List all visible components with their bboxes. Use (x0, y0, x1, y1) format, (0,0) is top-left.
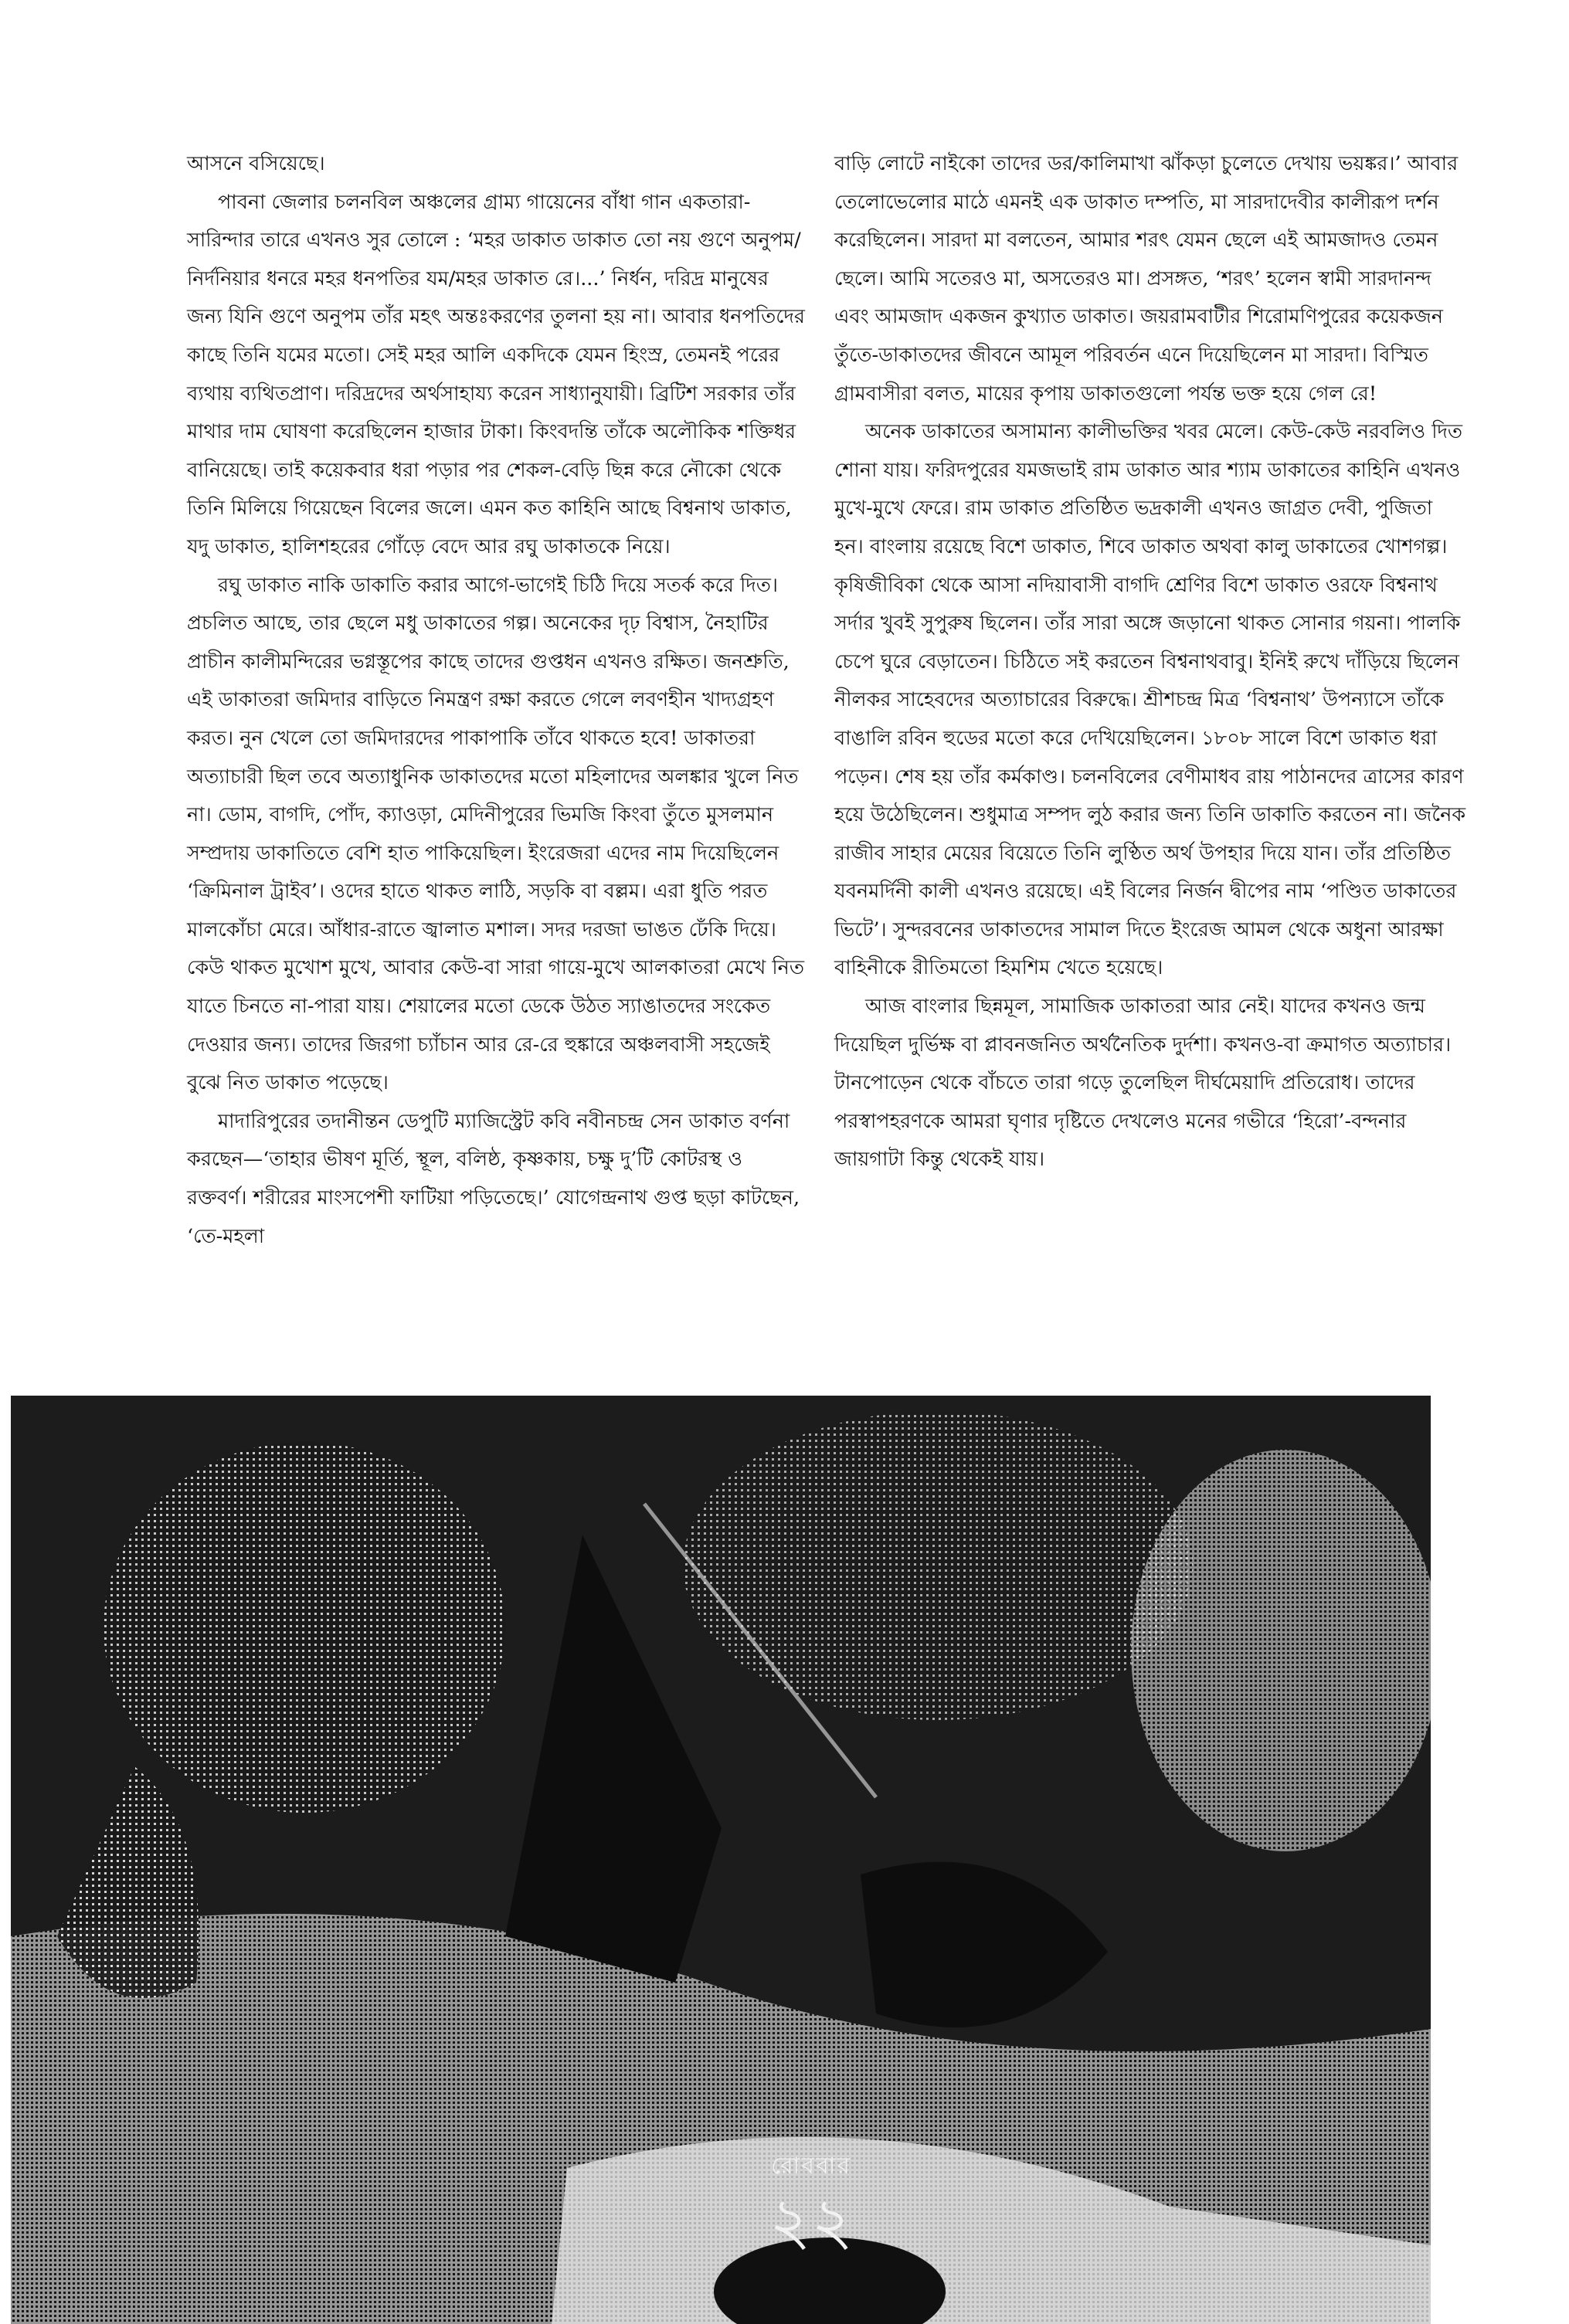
paragraph: আজ বাংলার ছিন্নমূল, সামাজিক ডাকাতরা আর নেই। যাদের কখনও জন্ম দিয়েছিল দুর্ভিক্ষ বা প্লাবনজনিত অর্থনৈতিক দুর্দশা। কখনও-বা ক্রমাগত অত্যাচার। টানপোড়েন থেকে বাঁচতে তারা গড়ে তুলেছিল দীর্ঘমেয়াদি প্রতিরোধ। তাদের পরস্বাপহরণকে আমরা ঘৃণার দৃষ্টিতে দেখলেও মনের গভীরে ‘হিরো’-বন্দনার জায়গাটা কিন্তু থেকেই যায়। (834, 995, 1452, 1172)
paragraph: পাবনা জেলার চলনবিল অঞ্চলের গ্রাম্য গায়েনের বাঁধা গান একতারা-সারিন্দার তারে এখনও সুর তোলে : ‘মহর ডাকাত ডাকাত তো নয় গুণে অনুপম/নির্দনিয়ার ধনরে মহর ধনপতির যম/মহর ডাকাত রে।...’ নির্ধন, দরিদ্র মানুষের জন্য যিনি গুণে অনুপম তাঁর মহৎ অন্তঃকরণের তুলনা হয় না। আবার ধনপতিদের কাছে তিনি যমের মতো। সেই মহর আলি একদিকে যেমন হিংস্র, তেমনই পরের ব্যথায় ব্যথিতপ্রাণ। দরিদ্রদের অর্থসাহায্য করেন সাধ্যানুযায়ী। ব্রিটিশ সরকার তাঁর মাথার দাম ঘোষণা করেছিলেন হাজার টাকা। কিংবদন্তি তাঁকে অলৌকিক শক্তিধর বানিয়েছে। তাই কয়েকবার ধরা পড়ার পর শেকল-বেড়ি ছিন্ন করে নৌকো থেকে তিনি মিলিয়ে গিয়েছেন বিলের জলে। এমন কত কাহিনি আছে বিশ্বনাথ ডাকাত, যদু ডাকাত, হালিশহরের গোঁড়ে বেদে আর রঘু ডাকাতকে নিয়ে। (187, 190, 805, 558)
paragraph: অনেক ডাকাতের অসামান্য কালীভক্তির খবর মেলে। কেউ-কেউ নরবলিও দিত শোনা যায়। ফরিদপুরের যমজভাই রাম ডাকাত আর শ্যাম ডাকাতের কাহিনি এখনও মুখে-মুখে ফেরে। রাম ডাকাত প্রতিষ্ঠিত ভদ্রকালী এখনও জাগ্রত দেবী, পুজিতা হন। বাংলায় রয়েছে বিশে ডাকাত, শিবে ডাকাত অথবা কালু ডাকাতের খোশগল্প। কৃষিজীবিকা থেকে আসা নদিয়াবাসী বাগদি শ্রেণির বিশে ডাকাত ওরফে বিশ্বনাথ সর্দার খুবই সুপুরুষ ছিলেন। তাঁর সারা অঙ্গে জড়ানো থাকত সোনার গয়না। পালকি চেপে ঘুরে বেড়াতেন। চিঠিতে সই করতেন বিশ্বনাথবাবু। ইনিই রুখে দাঁড়িয়ে ছিলেন নীলকর সাহেবদের অত্যাচারের বিরুদ্ধে। শ্রীশচন্দ্র মিত্র ‘বিশ্বনাথ’ উপন্যাসে তাঁকে বাঙালি রবিন হুডের মতো করে দেখিয়েছিলেন। ১৮০৮ সালে বিশে ডাকাত ধরা পড়েন। শেষ হয় তাঁর কর্মকাণ্ড। চলনবিলের বেণীমাধব রায় পাঠানদের ত্রাসের কারণ হয়ে উঠেছিলেন। শুধুমাত্র সম্পদ লুঠ করার জন্য তিনি ডাকাতি করতেন না। জনৈক রাজীব সাহার মেয়ের বিয়েতে তিনি লুণ্ঠিত অর্থ উপহার দিয়ে যান। তাঁর প্রতিষ্ঠিত যবনমর্দিনী কালী এখনও রয়েছে। এই বিলের নির্জন দ্বীপের নাম ‘পণ্ডিত ডাকাতের ভিটে’। সুন্দরবনের ডাকাতদের সামাল দিতে ইংরেজ আমল থেকে অধুনা আরক্ষা বাহিনীকে রীতিমতো হিমশিম খেতে হয়েছে। (834, 420, 1466, 980)
page-folio (742, 2147, 881, 2259)
magazine-name: রোববার (771, 2153, 851, 2180)
paragraph: মাদারিপুরের তদানীন্তন ডেপুটি ম্যাজিস্ট্রেট কবি নবীনচন্দ্র সেন ডাকাত বর্ণনা করছেন—‘তাহার ভীষণ মূর্তি, স্থূল, বলিষ্ঠ, কৃষ্ণকায়, চক্ষু দু’টি কোটরস্থ ও রক্তবর্ণ। শরীরের মাংসপেশী ফাটিয়া পড়িতেছে।’ যোগেন্দ্রনাথ গুপ্ত ছড়া কাটছেন, ‘তে-মহলা (187, 1109, 800, 1248)
article-column-right (834, 145, 1468, 1179)
paragraph: আসনে বসিয়েছে। (187, 152, 325, 175)
page-number: ২২ (769, 2183, 854, 2259)
paragraph: বাড়ি লোটে নাইকো তাদের ডর/কালিমাখা ঝাঁকড়া চুলেতে দেখায় ভয়ঙ্কর।’ আবার তেলোভেলোর মাঠে এমনই এক ডাকাত দম্পতি, মা সারদাদেবীর কালীরূপ দর্শন করেছিলেন। সারদা মা বলতেন, আমার শরৎ যেমন ছেলে এই আমজাদও তেমন ছেলে। আমি সতেরও মা, অসতেরও মা। প্রসঙ্গত, ‘শরৎ’ হলেন স্বামী সারদানন্দ এবং আমজাদ একজন কুখ্যাত ডাকাত। জয়রামবাটীর শিরোমণিপুরের কয়েকজন তুঁতে-ডাকাতদের জীবনে আমূল পরিবর্তন এনে দিয়েছিলেন মা সারদা। বিস্মিত গ্রামবাসীরা বলত, মায়ের কৃপায় ডাকাতগুলো পর্যন্ত ভক্ত হয়ে গেল রে! (834, 152, 1459, 405)
halftone-photograph (11, 1396, 1431, 2324)
paragraph: রঘু ডাকাত নাকি ডাকাতি করার আগে-ভাগেই চিঠি দিয়ে সতর্ক করে দিত। প্রচলিত আছে, তার ছেলে মধু ডাকাতের গল্প। অনেকের দৃঢ় বিশ্বাস, নৈহাটির প্রাচীন কালীমন্দিরের ভগ্নস্তূপের কাছে তাদের গুপ্তধন এখনও রক্ষিত। জনশ্রুতি, এই ডাকাতরা জমিদার বাড়িতে নিমন্ত্রণ রক্ষা করতে গেলে লবণহীন খাদ্যগ্রহণ করত। নুন খেলে তো জমিদারদের পাকাপাকি তাঁবে থাকতে হবে! ডাকাতরা অত্যাচারী ছিল তবে অত্যাধুনিক ডাকাতদের মতো মহিলাদের অলঙ্কার খুলে নিত না। ডোম, বাগদি, পোঁদ, ক্যাওড়া, মেদিনীপুরের ভিমজি কিংবা তুঁতে মুসলমান সম্প্রদায় ডাকাতিতে বেশি হাত পাকিয়েছিল। ইংরেজরা এদের নাম দিয়েছিলেন ‘ক্রিমিনাল ট্রাইব’। ওদের হাতে থাকত লাঠি, সড়কি বা বল্লম। এরা ধুতি পরত মালকোঁচা মেরে। আঁধার-রাতে জ্বালাত মশাল। সদর দরজা ভাঙত ঢেঁকি দিয়ে। কেউ থাকত মুখোশ মুখে, আবার কেউ-বা সারা গায়ে-মুখে আলকাতরা মেখে নিত যাতে চিনতে না-পারা যায়। শেয়ালের মতো ডেকে উঠত স্যাঙাতদের সংকেত দেওয়ার জন্য। তাদের জিরগা চ্যাঁচান আর রে-রে হুঙ্কারে অঞ্চলবাসী সহজেই বুঝে নিত ডাকাত পড়েছে। (187, 573, 804, 1095)
article-column-left (187, 145, 805, 1256)
photo-illustration (11, 1396, 1431, 2324)
